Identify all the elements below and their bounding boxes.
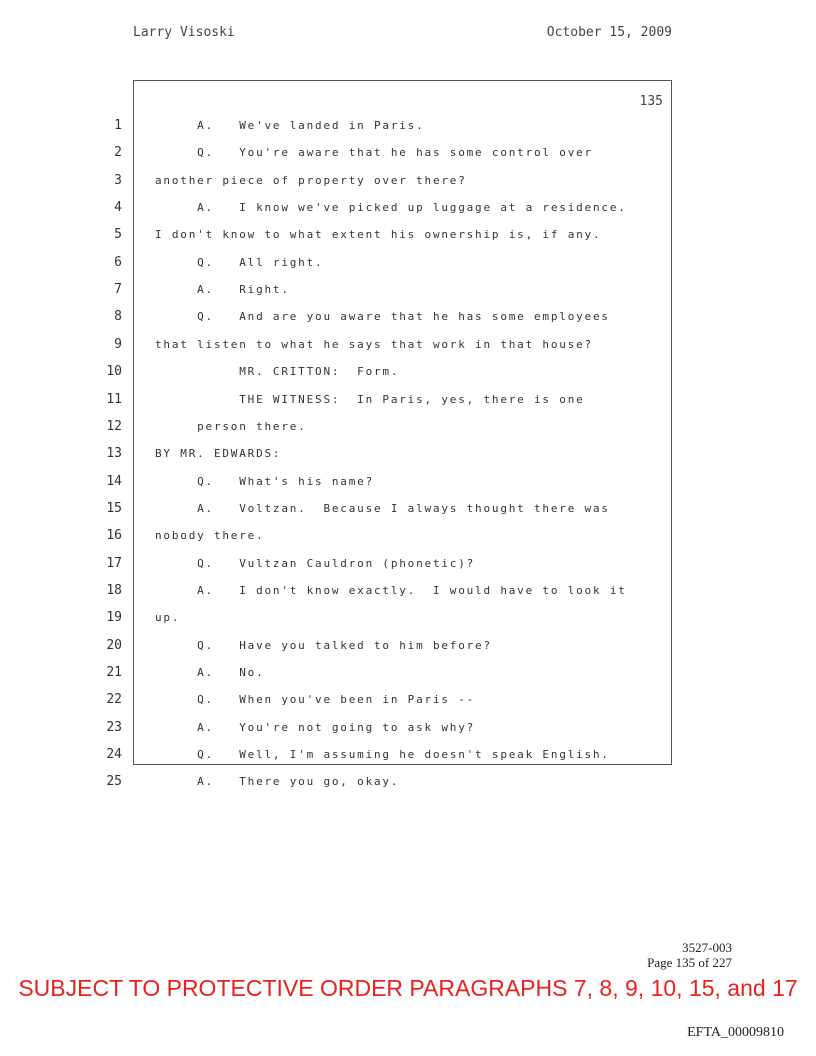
transcript-line-text: person there. xyxy=(155,419,307,433)
transcript-line-text: Q. Well, I'm assuming he doesn't speak English. xyxy=(155,748,610,762)
line-number: 1 xyxy=(114,118,122,133)
line-number: 4 xyxy=(114,200,122,216)
transcript-line-text: MR. CRITTON: Form. xyxy=(155,365,400,379)
transcript-line-text: that listen to what he says that work in that house? xyxy=(155,337,593,351)
line-number: 7 xyxy=(114,282,122,298)
transcript-line-text: A. We've landed in Paris. xyxy=(155,119,425,132)
transcript-line-text: Q. All right. xyxy=(155,255,324,269)
line-number: 12 xyxy=(106,418,122,434)
line-number: 23 xyxy=(106,719,122,735)
protective-order-notice: SUBJECT TO PROTECTIVE ORDER PARAGRAPHS 7, 8, 9, 10, 15, and 17 xyxy=(18,975,798,1001)
line-number: 14 xyxy=(106,473,122,489)
line-number: 20 xyxy=(106,637,122,653)
transcript-line-text: A. There you go, okay. xyxy=(155,775,400,789)
transcript-line-text: Q. You're aware that he has some control over xyxy=(155,146,593,160)
bates-number: EFTA_00009810 xyxy=(687,1025,784,1040)
transcript-line-text: Q. What's his name? xyxy=(155,474,374,488)
line-number: 18 xyxy=(106,582,122,598)
line-number: 3 xyxy=(114,172,122,188)
transcript-line-text: up. xyxy=(155,611,181,625)
transcript-line-text: nobody there. xyxy=(155,529,265,543)
line-number: 24 xyxy=(106,747,122,763)
transcript-line-text: A. You're not going to ask why? xyxy=(155,720,476,734)
line-number: 15 xyxy=(106,500,122,516)
line-number: 11 xyxy=(106,391,122,407)
transcript-line-text: another piece of property over there? xyxy=(155,173,467,187)
transcript-line-text: A. I know we've picked up luggage at a residence. xyxy=(155,201,627,215)
transcript-line-text: BY MR. EDWARDS: xyxy=(155,447,282,461)
line-number: 19 xyxy=(106,610,122,626)
page-of-total: Page 135 of 227 xyxy=(647,955,732,970)
transcript-line-text: Q. Vultzan Cauldron (phonetic)? xyxy=(155,556,476,570)
transcript-line-text: THE WITNESS: In Paris, yes, there is one xyxy=(155,392,585,406)
line-number: 13 xyxy=(106,446,122,462)
line-number: 16 xyxy=(106,528,122,544)
line-number: 9 xyxy=(114,336,122,352)
line-number: 8 xyxy=(114,309,122,325)
line-number: 2 xyxy=(114,145,122,161)
line-number: 17 xyxy=(106,555,122,571)
transcript-page-number: 135 xyxy=(639,94,663,109)
line-number: 5 xyxy=(114,227,122,243)
line-number: 22 xyxy=(106,692,122,708)
transcript-line-text: I don't know to what extent his ownership is, if any. xyxy=(155,228,602,242)
transcript-line-text: A. Voltzan. Because I always thought there was xyxy=(155,501,610,515)
transcript-line-text: A. No. xyxy=(155,666,265,679)
line-number: 25 xyxy=(106,774,122,790)
deposition-date: October 15, 2009 xyxy=(546,25,672,40)
transcript-line-text: A. I don't know exactly. I would have to look it xyxy=(155,583,627,597)
transcript-line-text: Q. And are you aware that he has some employees xyxy=(155,310,610,324)
transcript-line-text: A. Right. xyxy=(155,283,290,297)
transcript-line-text: Q. When you've been in Paris -- xyxy=(155,693,476,707)
line-number: 6 xyxy=(114,254,122,270)
deponent-name: Larry Visoski xyxy=(133,25,235,40)
transcript-line-text: Q. Have you talked to him before? xyxy=(155,638,492,652)
line-number: 10 xyxy=(106,364,122,380)
case-code: 3527-003 xyxy=(682,940,732,955)
line-number: 21 xyxy=(106,665,122,680)
